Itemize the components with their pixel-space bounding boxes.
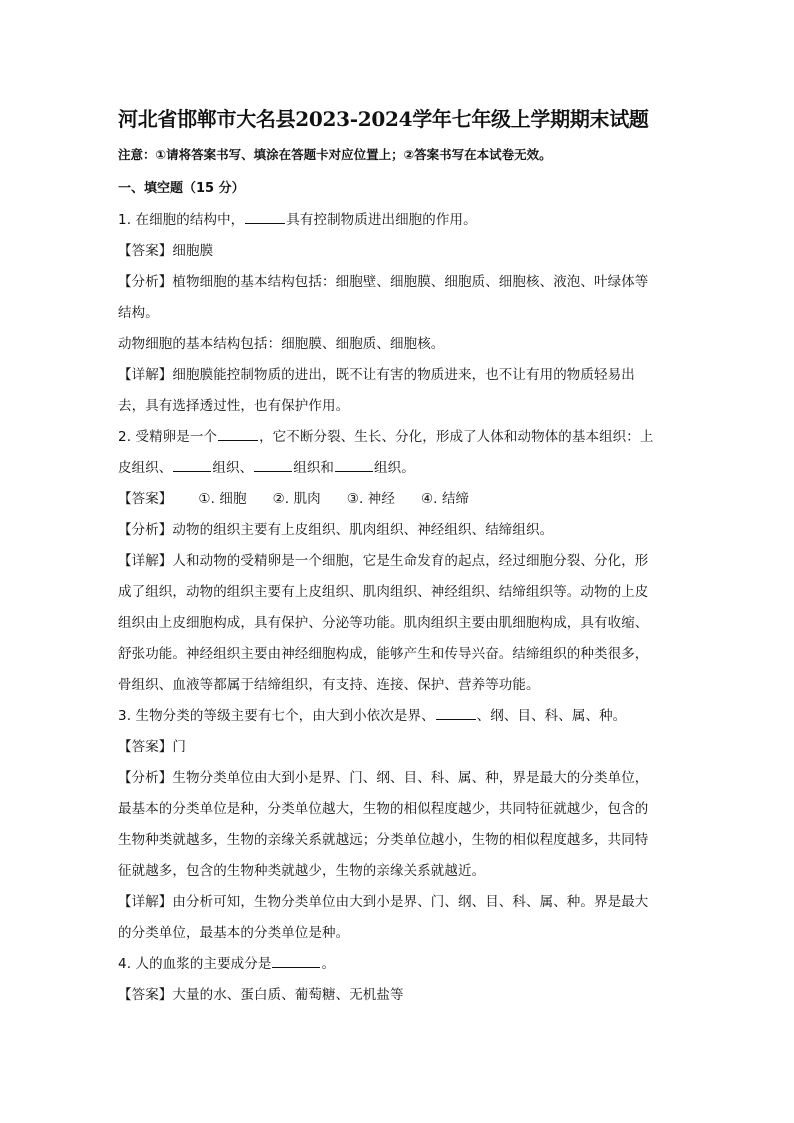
q1-analysis-cont: 动物细胞的基本结构包括：细胞膜、细胞质、细胞核。 xyxy=(118,336,445,352)
answer-option: ④. 结缔 xyxy=(420,491,470,507)
question-3-text-end: 、纲、目、科、属、种。 xyxy=(476,708,627,724)
answer-option: ③. 神经 xyxy=(346,491,395,507)
notice-text: 注意：①请将答案书写、填涂在答题卡对应位置上；②答案书写在本试卷无效。 xyxy=(118,147,552,162)
question-4-text-end: 。 xyxy=(321,956,336,972)
answer-blank xyxy=(245,210,285,224)
question-2-text: 组织和 xyxy=(293,460,335,476)
q2-answer xyxy=(118,484,678,515)
detail-tag: 【详解】 xyxy=(118,894,173,910)
q2-detail-cont: 舒张功能。神经组织主要由神经细胞构成，能够产生和传导兴奋。结缔组织的种类很多， xyxy=(118,646,649,662)
section-heading: 一、填空题（15 分） xyxy=(118,181,245,196)
q3-detail-cont: 的分类单位，最基本的分类单位是种。 xyxy=(118,925,350,941)
q1-answer xyxy=(118,236,678,267)
detail-tag: 【详解】 xyxy=(118,367,173,383)
question-2-text: 组织。 xyxy=(374,460,415,476)
answer-tag: 【答案】 xyxy=(118,491,173,507)
detail-text: 由分析可知，生物分类单位由大到小是界、门、纲、目、科、属、种。界是最大 xyxy=(172,894,649,910)
q1-detail-cont: 去，具有选择透过性，也有保护作用。 xyxy=(118,398,350,414)
answer-tag: 【答案】 xyxy=(118,987,173,1003)
q3-detail xyxy=(118,887,678,918)
question-2-text: 2. 受精卵是一个 xyxy=(118,429,218,445)
answer-text: 大量的水、蛋白质、葡萄糖、无机盐等 xyxy=(172,987,404,1003)
question-1-text: 1. 在细胞的结构中， xyxy=(118,212,245,228)
answer-option: ①. 细胞 xyxy=(198,491,247,507)
q2-detail-cont: 组织由上皮细胞构成，具有保护、分泌等功能。肌肉组织主要由肌细胞构成，具有收缩、 xyxy=(118,615,649,631)
answer-blank xyxy=(254,458,292,472)
q4-answer xyxy=(118,980,678,1011)
detail-tag: 【详解】 xyxy=(118,553,173,569)
analysis-tag: 【分析】 xyxy=(118,522,173,538)
q2-analysis xyxy=(118,515,678,546)
question-3 xyxy=(118,701,678,732)
answer-option: ②. 肌肉 xyxy=(272,491,321,507)
question-2-text: 组织、 xyxy=(212,460,254,476)
analysis-text: 动物的组织主要有上皮组织、肌肉组织、神经组织、结缔组织。 xyxy=(172,522,554,538)
answer-text: 门 xyxy=(172,739,187,755)
q2-detail-cont: 成了组织，动物的组织主要有上皮组织、肌肉组织、神经组织、结缔组织等。动物的上皮 xyxy=(118,584,649,600)
question-2-text-end: ，它不断分裂、生长、分化，形成了人体和动物体的基本组织：上 xyxy=(259,429,654,445)
q3-analysis-cont: 最基本的分类单位是种，分类单位越大，生物的相似程度越少，共同特征就越少，包含的 xyxy=(118,801,649,817)
q3-analysis xyxy=(118,763,678,794)
question-4 xyxy=(118,949,678,980)
question-1 xyxy=(118,205,678,236)
q1-analysis-cont: 结构。 xyxy=(118,305,159,321)
answer-blank xyxy=(436,706,476,720)
question-4-text: 4. 人的血浆的主要成分是 xyxy=(118,956,272,972)
detail-text: 细胞膜能控制物质的进出，既不让有害的物质进来，也不让有用的物质轻易出 xyxy=(172,367,635,383)
question-1-text-end: 具有控制物质进出细胞的作用。 xyxy=(286,212,477,228)
question-2-text: 皮组织、 xyxy=(118,460,173,476)
q3-analysis-cont: 生物种类就越多，生物的亲缘关系就越远；分类单位越小，生物的相似程度越多，共同特 xyxy=(118,832,649,848)
analysis-tag: 【分析】 xyxy=(118,770,173,786)
analysis-text: 生物分类单位由大到小是界、门、纲、目、科、属、种，界是最大的分类单位， xyxy=(172,770,649,786)
q3-analysis-cont: 征就越多，包含的生物种类就越少，生物的亲缘关系就越近。 xyxy=(118,863,486,879)
q1-detail xyxy=(118,360,678,391)
q2-detail xyxy=(118,546,678,577)
question-2 xyxy=(118,422,678,453)
answer-blank xyxy=(173,458,211,472)
answer-tag: 【答案】 xyxy=(118,243,173,259)
answer-blank xyxy=(218,427,258,441)
answer-blank xyxy=(335,458,373,472)
q3-answer xyxy=(118,732,678,763)
answer-tag: 【答案】 xyxy=(118,739,173,755)
page-title: 河北省邯郸市大名县2023-2024学年七年级上学期期末试题 xyxy=(118,107,649,131)
analysis-tag: 【分析】 xyxy=(118,274,173,290)
question-3-text: 3. 生物分类的等级主要有七个，由大到小依次是界、 xyxy=(118,708,435,724)
exam-page xyxy=(118,100,678,1011)
q1-analysis xyxy=(118,267,678,298)
detail-text: 人和动物的受精卵是一个细胞，它是生命发育的起点，经过细胞分裂、分化，形 xyxy=(172,553,649,569)
answer-blank xyxy=(272,954,320,968)
analysis-text: 植物细胞的基本结构包括：细胞壁、细胞膜、细胞质、细胞核、液泡、叶绿体等 xyxy=(172,274,649,290)
q2-detail-cont: 骨组织、血液等都属于结缔组织，有支持、连接、保护、营养等功能。 xyxy=(118,677,540,693)
answer-text: 细胞膜 xyxy=(172,243,214,259)
question-2-cont xyxy=(118,453,678,484)
